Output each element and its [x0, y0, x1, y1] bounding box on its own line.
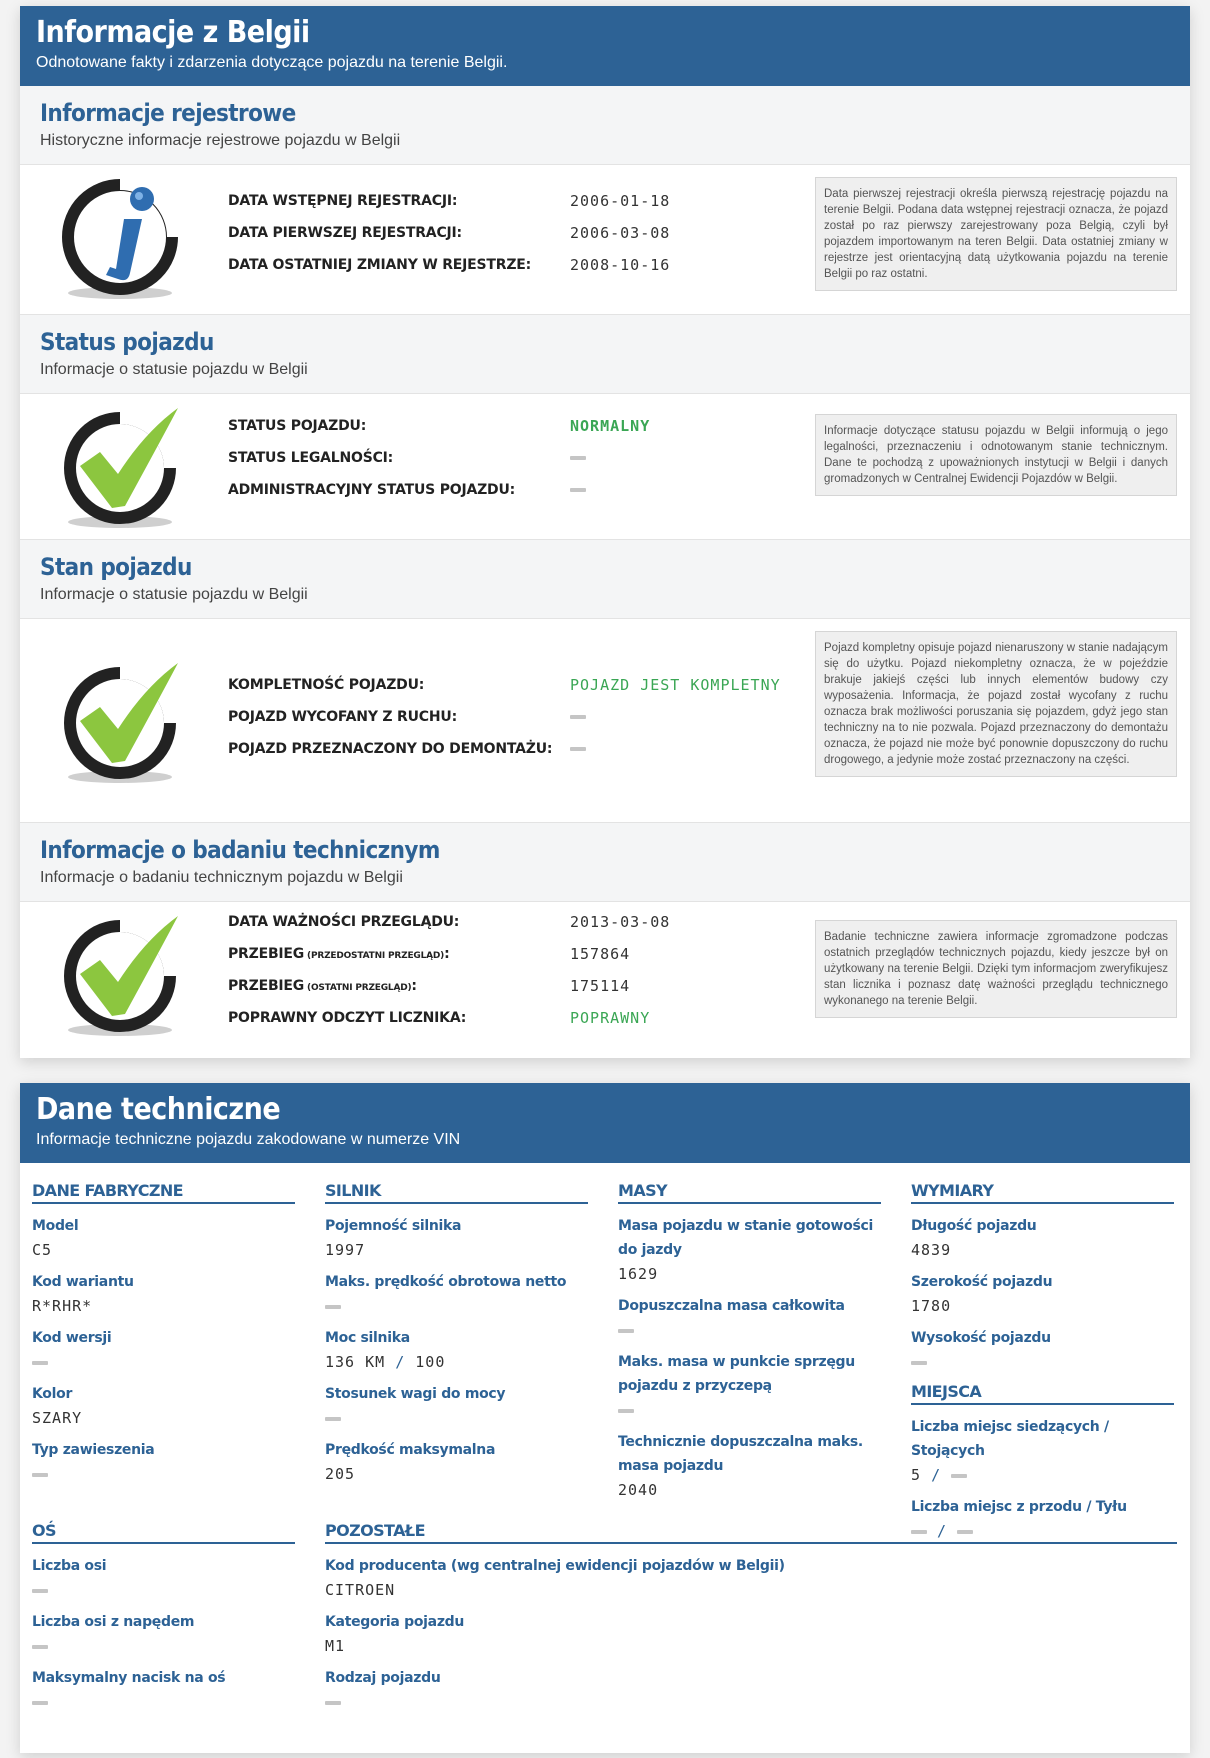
seats-header: MIEJSCA [911, 1382, 1174, 1405]
rpm-value [325, 1294, 588, 1318]
inspection-subtitle: Informacje o badaniu technicznym pojazdu w Belgii [40, 869, 403, 886]
condition-section-header [20, 540, 1190, 619]
axle-count-label: Liczba osi [32, 1558, 107, 1574]
mass-header: MASY [618, 1181, 881, 1204]
registration-row [228, 185, 670, 217]
total-mass-value [618, 1318, 881, 1342]
total-mass-label: Dopuszczalna masa całkowita [618, 1298, 845, 1314]
condition-row [228, 669, 781, 701]
model-value: C5 [32, 1241, 53, 1259]
inspection-note: Badanie techniczne zawiera informacje zgromadzone podczas ostatnich przeglądów technicznych pojazdu, kiedy jeszcze był on użytkowany na terenie Belgii. Dzięki tym informacjom zweryfikujesz stan licznika i poznasz datę ważności przeglądu technicznego wykonanego na terenie Belgii. [815, 920, 1177, 1018]
info-icon [50, 175, 190, 305]
max-speed-value: 205 [325, 1465, 356, 1483]
kind-value [325, 1690, 1177, 1714]
row-value: POPRAWNY [570, 1009, 651, 1027]
max-speed-label: Prędkość maksymalna [325, 1442, 496, 1458]
category-label: Kategoria pojazdu [325, 1614, 465, 1630]
height-value [911, 1350, 1174, 1374]
empty-value [325, 1305, 341, 1309]
empty-value [32, 1361, 48, 1365]
row-label: KOMPLETNOŚĆ POJAZDU: [228, 677, 425, 693]
other-column [325, 1521, 1177, 1722]
registration-rows [228, 185, 670, 281]
condition-subtitle: Informacje o statusie pojazdu w Belgii [40, 586, 308, 603]
version-value [32, 1350, 295, 1374]
ratio-value [325, 1406, 588, 1430]
technical-title: Dane techniczne [36, 1092, 281, 1127]
registration-row [228, 217, 670, 249]
model-label: Model [32, 1218, 79, 1234]
engine-header: SILNIK [325, 1181, 588, 1204]
rpm-label: Maks. prędkość obrotowa netto [325, 1274, 567, 1290]
coupling-mass-value [618, 1398, 881, 1422]
belgium-card [20, 6, 1190, 1058]
height-label: Wysokość pojazdu [911, 1330, 1051, 1346]
row-value: NORMALNY [570, 417, 651, 435]
status-note: Informacje dotyczące statusu pojazdu w Belgii informują o jego legalności, przeznaczeniu i odnotowanym stanie technicznym. Dane te pochodzą z upoważnionych instytucji w Belgii i danych gromadzonych w Centralnej Ewidencji Pojazdów w Belgii. [815, 414, 1177, 496]
condition-row [228, 701, 781, 733]
mass-column [618, 1181, 881, 1510]
belgium-subtitle: Odnotowane fakty i zdarzenia dotyczące pojazdu na terenie Belgii. [36, 54, 508, 71]
length-label: Długość pojazdu [911, 1218, 1037, 1234]
driven-axle-label: Liczba osi z napędem [32, 1614, 195, 1630]
technical-subtitle: Informacje techniczne pojazdu zakodowane w numerze VIN [36, 1131, 461, 1148]
empty-value [911, 1361, 927, 1365]
empty-value [325, 1701, 341, 1705]
empty-value [618, 1329, 634, 1333]
row-label: POJAZD PRZEZNACZONY DO DEMONTAŻU: [228, 741, 553, 757]
variant-value: R*RHR* [32, 1297, 93, 1315]
row-label: PRZEBIEG (OSTATNI PRZEGLĄD): [228, 978, 417, 994]
row-value: 2006-03-08 [570, 224, 671, 242]
empty-value [32, 1473, 48, 1477]
inspection-row [228, 970, 670, 1002]
inspection-row [228, 906, 670, 938]
row-label: STATUS POJAZDU: [228, 418, 367, 434]
registration-row [228, 249, 670, 281]
row-label: DATA PIERWSZEJ REJESTRACJI: [228, 225, 462, 241]
dimensions-column [911, 1181, 1174, 1551]
inspection-title: Informacje o badaniu technicznym [40, 836, 440, 864]
row-label: STATUS LEGALNOŚCI: [228, 450, 394, 466]
dimensions-header: WYMIARY [911, 1181, 1174, 1204]
variant-label: Kod wariantu [32, 1274, 134, 1290]
tech-max-mass-label: Technicznie dopuszczalna maks. masa pojazdu [618, 1434, 863, 1474]
row-value: 2006-01-18 [570, 192, 671, 210]
condition-row [228, 733, 781, 765]
empty-value [570, 715, 586, 719]
empty-value [570, 488, 586, 492]
checkmark-icon [50, 657, 190, 787]
axle-header: OŚ [32, 1521, 295, 1544]
status-section-header [20, 315, 1190, 394]
color-value: SZARY [32, 1409, 83, 1427]
inspection-section-body [20, 902, 1190, 1058]
length-value: 4839 [911, 1241, 952, 1259]
checkmark-icon [50, 910, 190, 1040]
row-value: 175114 [570, 977, 631, 995]
status-title: Status pojazdu [40, 328, 214, 356]
empty-value [570, 747, 586, 751]
coupling-mass-label: Maks. masa w punkcie sprzęgu pojazdu z przyczepą [618, 1354, 855, 1394]
sit-seats-label: Liczba miejsc siedzących / Stojących [911, 1419, 1109, 1459]
row-label: DATA WAŻNOŚCI PRZEGLĄDU: [228, 914, 460, 930]
producer-value: CITROEN [325, 1581, 396, 1599]
capacity-label: Pojemność silnika [325, 1218, 462, 1234]
condition-section-body [20, 619, 1190, 823]
row-label: ADMINISTRACYJNY STATUS POJAZDU: [228, 482, 516, 498]
belgium-title: Informacje z Belgii [36, 15, 310, 50]
condition-note: Pojazd kompletny opisuje pojazd nienaruszony w stanie nadającym się do użytku. Pojazd niekompletny oznacza, że w pojeździe brakuje jakiejś części lub innych elementów budowy czy wyposażenia. Informacja, że pojazd został wycofany z ruchu oznacza brak możliwości poruszania się pojazdem, gdyż jego stan techniczny na to nie pozwala. Pojazd przeznaczony do demontażu oznacza, że pojazd nie może być ponownie dopuszczony do ruchu drogowego, a jedynie może zostać przeznaczony na części. [815, 631, 1177, 777]
factory-header: DANE FABRYCZNE [32, 1181, 295, 1204]
kind-label: Rodzaj pojazdu [325, 1670, 441, 1686]
condition-title: Stan pojazdu [40, 553, 192, 581]
capacity-value: 1997 [325, 1241, 366, 1259]
ready-mass-value: 1629 [618, 1265, 659, 1283]
axle-load-value [32, 1690, 295, 1714]
axle-load-label: Maksymalny nacisk na oś [32, 1670, 226, 1686]
registration-title: Informacje rejestrowe [40, 99, 296, 127]
row-value: 2013-03-08 [570, 913, 671, 931]
empty-value [325, 1417, 341, 1421]
empty-value [570, 456, 586, 460]
status-rows [228, 410, 650, 506]
status-section-body [20, 394, 1190, 540]
factory-column [32, 1181, 295, 1494]
registration-note: Data pierwszej rejestracji określa pierwszą rejestrację pojazdu na terenie Belgii. Podana data wstępnej rejestracji oznacza, że pojazd został po raz pierwszy zarejestrowany poza Belgią, czyli był pojazdem importowanym na teren Belgii. Data ostatniej zmiany w rejestrze jest orientacyjną datą użytkowania pojazdu na terenie Belgii po raz ostatni. [815, 177, 1177, 291]
condition-rows [228, 669, 781, 765]
suspension-value [32, 1462, 295, 1486]
technical-header [20, 1083, 1190, 1163]
suspension-label: Typ zawieszenia [32, 1442, 155, 1458]
front-seats-label: Liczba miejsc z przodu / Tyłu [911, 1499, 1127, 1515]
status-row [228, 410, 650, 442]
empty-value [32, 1645, 48, 1649]
tech-max-mass-value: 2040 [618, 1481, 659, 1499]
row-label: DATA OSTATNIEJ ZMIANY W REJESTRZE: [228, 257, 532, 273]
technical-card [20, 1083, 1190, 1753]
axle-count-value [32, 1578, 295, 1602]
inspection-row [228, 1002, 670, 1034]
ready-mass-label: Masa pojazdu w stanie gotowości do jazdy [618, 1218, 873, 1258]
row-label: POPRAWNY ODCZYT LICZNIKA: [228, 1010, 467, 1026]
width-value: 1780 [911, 1297, 952, 1315]
driven-axle-value [32, 1634, 295, 1658]
color-label: Kolor [32, 1386, 73, 1402]
row-label: POJAZD WYCOFANY Z RUCHU: [228, 709, 457, 725]
producer-label: Kod producenta (wg centralnej ewidencji pojazdów w Belgii) [325, 1558, 785, 1574]
checkmark-icon [50, 402, 190, 532]
inspection-section-header [20, 823, 1190, 902]
axle-column [32, 1521, 295, 1722]
row-value: POJAZD JEST KOMPLETNY [570, 676, 781, 694]
version-label: Kod wersji [32, 1330, 112, 1346]
front-seats-value: / [911, 1519, 1174, 1543]
belgium-header [20, 6, 1190, 86]
ratio-label: Stosunek wagi do mocy [325, 1386, 506, 1402]
registration-subtitle: Historyczne informacje rejestrowe pojazdu w Belgii [40, 132, 401, 149]
registration-section-body [20, 165, 1190, 315]
row-value: 157864 [570, 945, 631, 963]
status-subtitle: Informacje o statusie pojazdu w Belgii [40, 361, 308, 378]
power-value: 136 KM / 100 [325, 1353, 446, 1371]
engine-column [325, 1181, 588, 1494]
inspection-row [228, 938, 670, 970]
inspection-rows [228, 906, 670, 1034]
empty-value [32, 1701, 48, 1705]
power-label: Moc silnika [325, 1330, 410, 1346]
sit-seats-value: 5 / [911, 1463, 1174, 1487]
row-label: DATA WSTĘPNEJ REJESTRACJI: [228, 193, 458, 209]
width-label: Szerokość pojazdu [911, 1274, 1053, 1290]
other-header: POZOSTAŁE [325, 1521, 1177, 1544]
row-label: PRZEBIEG (PRZEDOSTATNI PRZEGLĄD): [228, 946, 450, 962]
status-row [228, 474, 650, 506]
status-row [228, 442, 650, 474]
empty-value [618, 1409, 634, 1413]
row-value: 2008-10-16 [570, 256, 671, 274]
category-value: M1 [325, 1637, 346, 1655]
registration-section-header [20, 86, 1190, 165]
empty-value [32, 1589, 48, 1593]
